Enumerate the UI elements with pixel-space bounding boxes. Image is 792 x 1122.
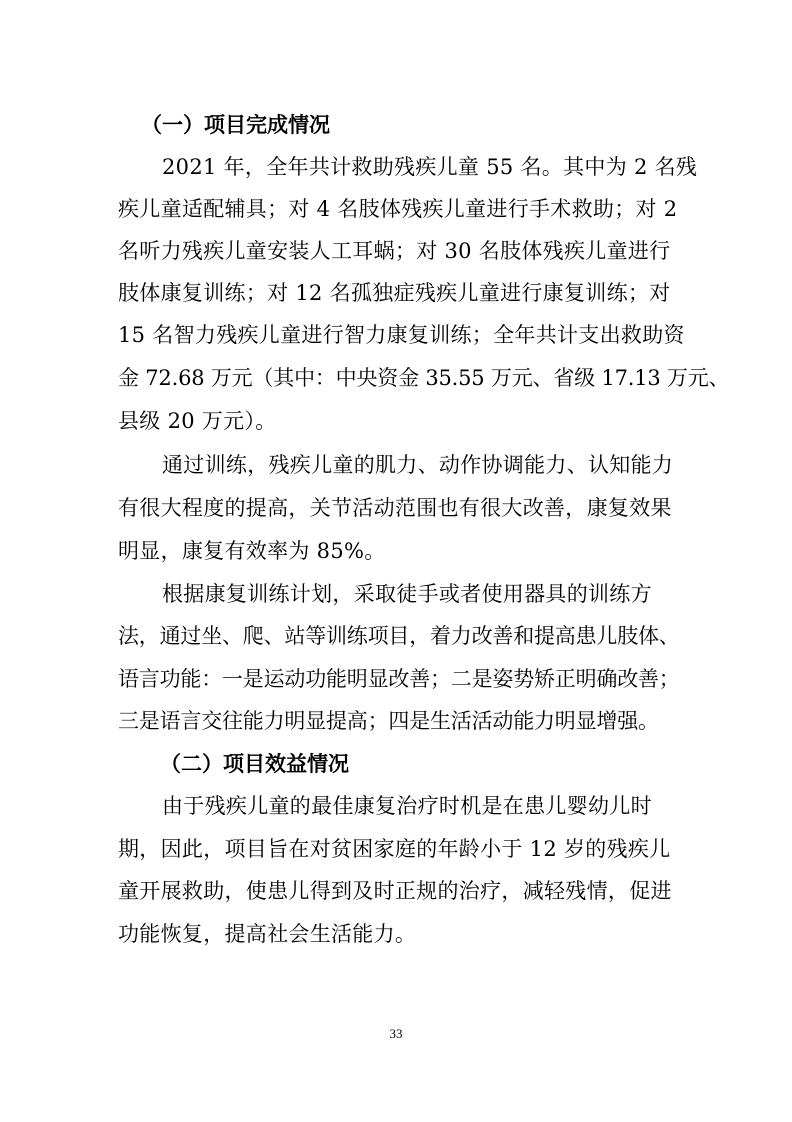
paragraph-4-line-3: 童开展救助，使患儿得到及时正规的治疗，减轻残情，促进 — [118, 879, 672, 903]
paragraph-2-line-1: 通过训练，残疾儿童的肌力、动作协调能力、认知能力 — [162, 453, 674, 477]
section-2-heading: （二）项目效益情况 — [160, 751, 349, 776]
paragraph-1-line-3: 名听力残疾儿童安装人工耳蜗；对 30 名肢体残疾儿童进行 — [118, 239, 671, 263]
paragraph-4-line-4: 功能恢复，提高社会生活能力。 — [118, 922, 417, 946]
paragraph-1-line-6: 金 72.68 万元（其中：中央资金 35.55 万元、省级 17.13 万元、 — [118, 366, 730, 390]
paragraph-2-line-3: 明显，康复有效率为 85%。 — [118, 539, 386, 563]
paragraph-3-line-1: 根据康复训练计划，采取徒手或者使用器具的训练方 — [162, 582, 652, 606]
paragraph-1-line-7: 县级 20 万元）。 — [118, 409, 277, 433]
page-number: 33 — [389, 1026, 403, 1041]
paragraph-3-line-3: 语言功能：一是运动功能明显改善；二是姿势矫正明确改善； — [118, 667, 680, 691]
paragraph-4-line-2: 期，因此，项目旨在对贫困家庭的年龄小于 12 岁的残疾儿 — [118, 837, 671, 861]
paragraph-2-line-2: 有很大程度的提高，关节活动范围也有很大改善，康复效果 — [118, 496, 672, 520]
paragraph-3-line-4: 三是语言交往能力明显提高；四是生活活动能力明显增强。 — [118, 709, 659, 733]
paragraph-1-line-4: 肢体康复训练；对 12 名孤独症残疾儿童进行康复训练；对 — [118, 281, 671, 305]
paragraph-1-line-1: 2021 年，全年共计救助残疾儿童 55 名。其中为 2 名残 — [162, 155, 698, 179]
paragraph-4-line-1: 由于残疾儿童的最佳康复治疗时机是在患儿婴幼儿时 — [162, 794, 652, 818]
paragraph-1-line-2: 疾儿童适配辅具；对 4 名肢体残疾儿童进行手术救助；对 2 — [118, 197, 678, 221]
paragraph-3-line-2: 法，通过坐、爬、站等训练项目，着力改善和提高患儿肢体、 — [118, 624, 680, 648]
paragraph-1-line-5: 15 名智力残疾儿童进行智力康复训练；全年共计支出救助资 — [118, 323, 685, 347]
section-1-heading: （一）项目完成情况 — [141, 112, 330, 137]
